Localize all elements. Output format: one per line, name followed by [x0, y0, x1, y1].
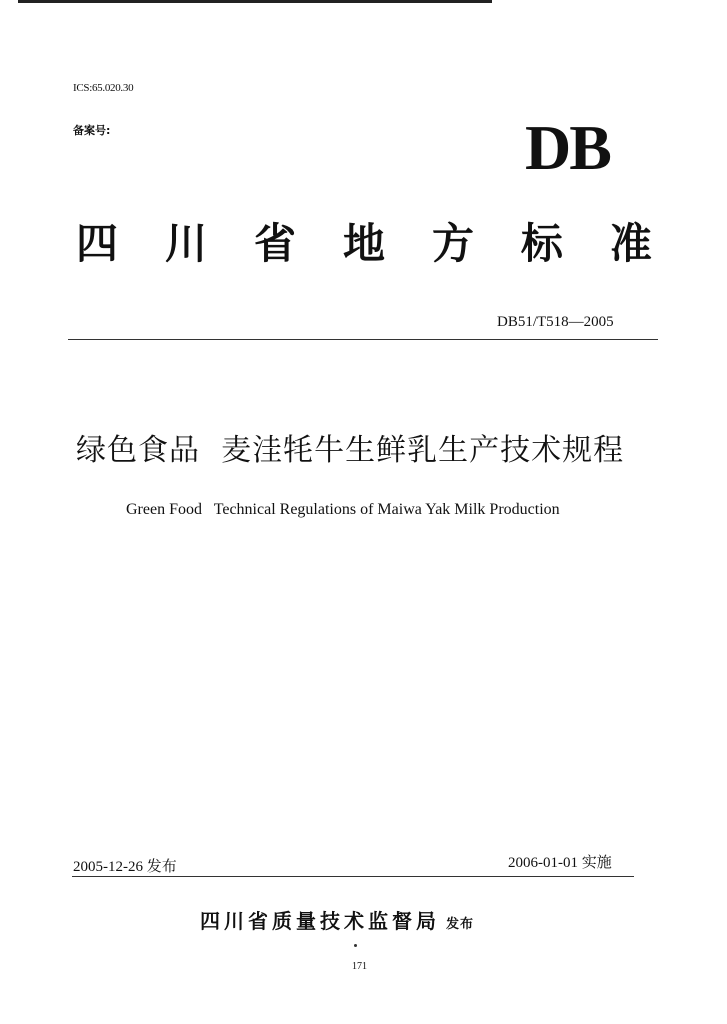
- divider-line: [72, 876, 634, 877]
- standard-type-char: 地: [342, 219, 385, 268]
- db-logo: DB: [525, 112, 610, 183]
- title-english: Green Food Technical Regulations of Maiwa Yak Milk Production: [126, 501, 560, 518]
- standard-type-char: 川: [164, 219, 207, 268]
- top-border-line: [18, 0, 492, 3]
- publisher: [200, 905, 474, 934]
- standard-number: DB51/T518—2005: [497, 314, 614, 330]
- publisher-suffix: 发布: [446, 917, 475, 932]
- standard-type-char: 方: [431, 219, 474, 268]
- title-chinese: 绿色食品 麦洼牦牛生鲜乳生产技术规程: [76, 433, 625, 468]
- filing-number-label: 备案号:: [73, 124, 111, 137]
- standard-type-heading: [76, 219, 652, 268]
- standard-type-char: 四: [76, 219, 119, 268]
- effective-date: 2006-01-01 实施: [508, 855, 612, 871]
- standard-type-char: 省: [253, 219, 296, 268]
- ics-code: ICS:65.020.30: [73, 82, 134, 94]
- page-number: 171: [352, 961, 367, 972]
- publisher-name: 四川省质量技术监督局: [200, 909, 440, 933]
- divider-line: [68, 339, 658, 340]
- standard-type-char: 标: [520, 219, 563, 268]
- standard-type-char: 准: [609, 219, 652, 268]
- dot-mark: [354, 944, 357, 947]
- issue-date: 2005-12-26 发布: [73, 859, 177, 875]
